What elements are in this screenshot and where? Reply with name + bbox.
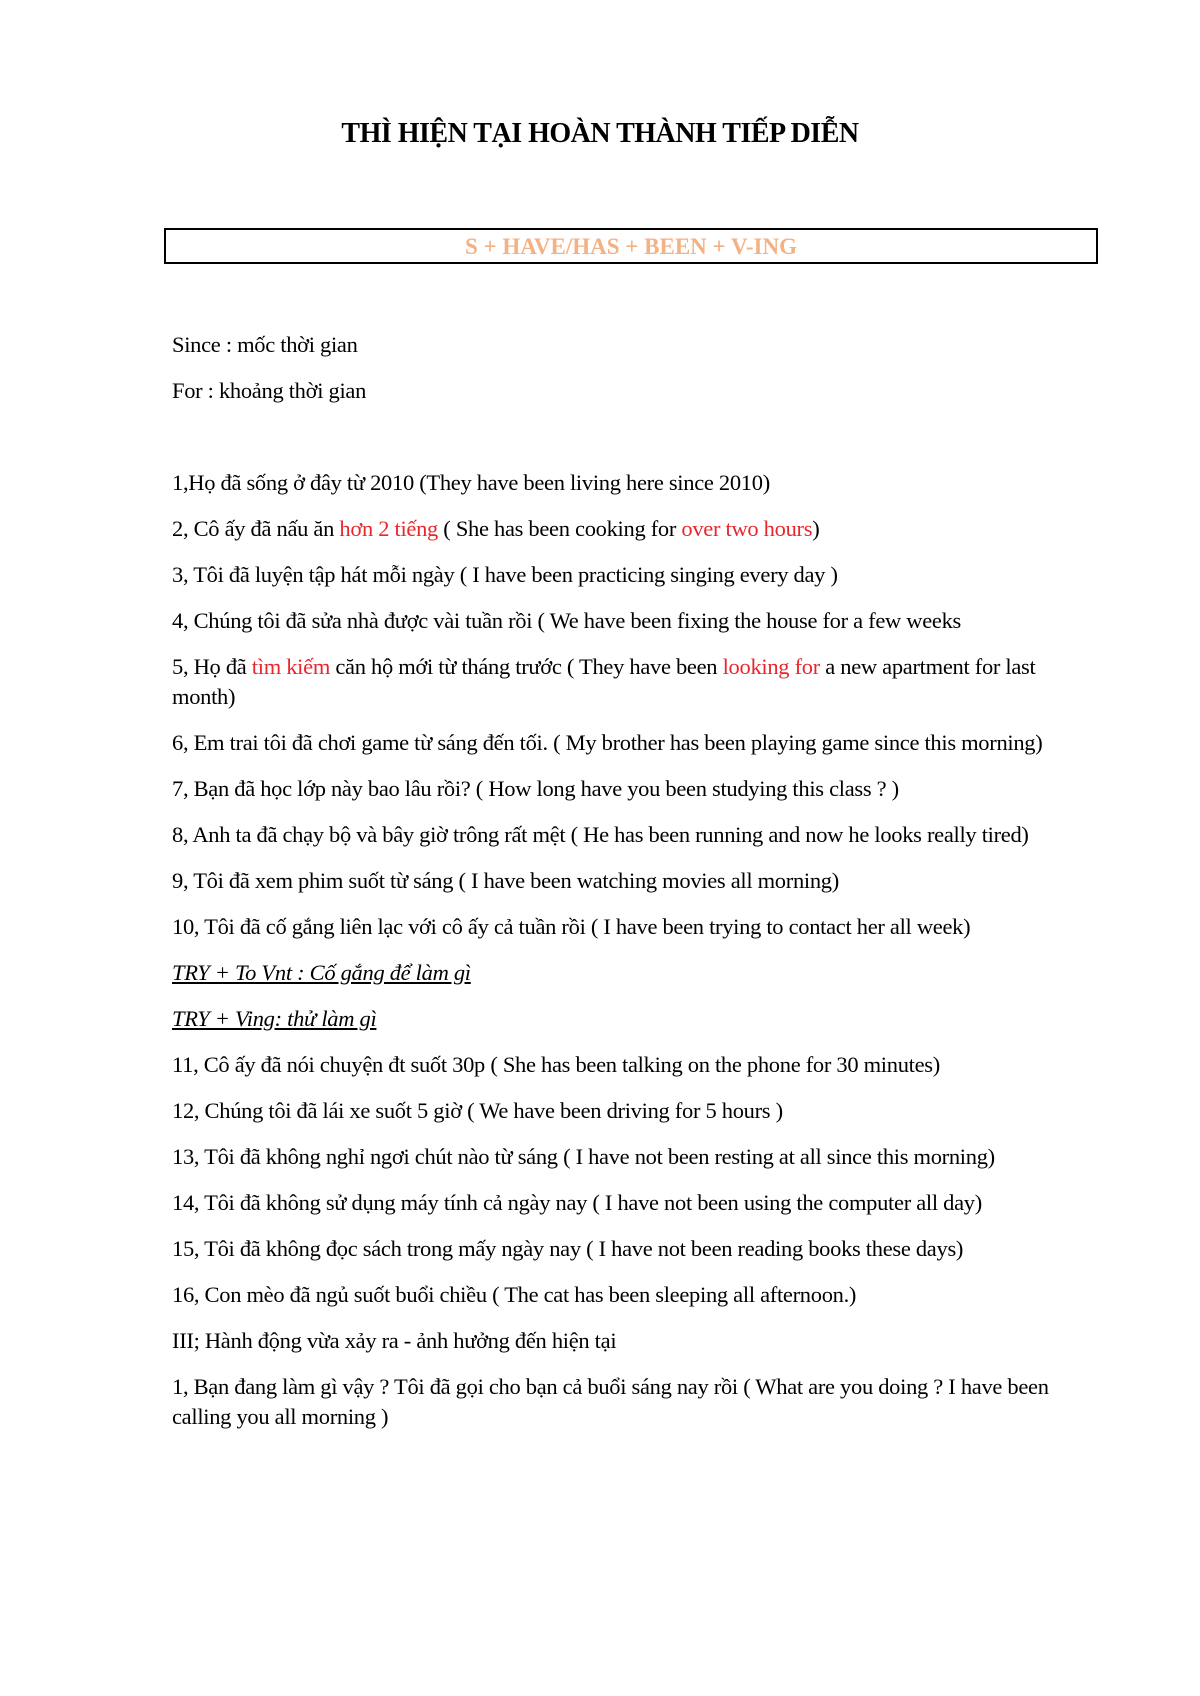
document-body [172,330,1082,1448]
grammar-note-try-to: TRY + To Vnt : Cố gắng để làm gì [172,960,471,985]
section3-example-1: 1, Bạn đang làm gì vậy ? Tôi đã gọi cho bạn cả buổi sáng nay rồi ( What are you doing ? I have been calling you all morning ) [172,1374,1049,1429]
highlighted-phrase: looking for [722,654,820,679]
example-sentence-2 [172,514,1082,544]
formula-text: S + HAVE/HAS + BEEN + V-ING [464,234,797,259]
example-sentence-8: 8, Anh ta đã chạy bộ và bây giờ trông rất mệt ( He has been running and now he looks really tired) [172,822,1029,847]
sentence-text: ) [812,516,820,541]
example-sentence-7: 7, Bạn đã học lớp này bao lâu rồi? ( How long have you been studying this class ? ) [172,776,899,801]
sentence-text: a new apartment for last month) [172,654,1036,709]
example-sentence-14: 14, Tôi đã không sử dụng máy tính cả ngày nay ( I have not been using the computer all day) [172,1190,982,1215]
example-sentence-1: 1,Họ đã sống ở đây từ 2010 (They have been living here since 2010) [172,470,770,495]
example-sentence-11: 11, Cô ấy đã nói chuyện đt suốt 30p ( She has been talking on the phone for 30 minutes) [172,1052,940,1077]
sentence-text: 2, Cô ấy đã nấu ăn [172,516,340,541]
example-sentence-9: 9, Tôi đã xem phim suốt từ sáng ( I have been watching movies all morning) [172,868,839,893]
example-sentence-4: 4, Chúng tôi đã sửa nhà được vài tuần rồi ( We have been fixing the house for a few weeks [172,608,962,633]
highlighted-phrase: hơn 2 tiếng [339,516,438,541]
example-sentence-13: 13, Tôi đã không nghỉ ngơi chút nào từ sáng ( I have not been resting at all since this morning) [172,1144,995,1169]
example-sentence-10: 10, Tôi đã cố gắng liên lạc với cô ấy cả tuần rồi ( I have been trying to contact her all week) [172,914,971,939]
for-definition: For : khoảng thời gian [172,378,367,403]
since-definition: Since : mốc thời gian [172,332,358,357]
example-sentence-6: 6, Em trai tôi đã chơi game từ sáng đến tối. ( My brother has been playing game since this morning) [172,730,1043,755]
sentence-text: 5, Họ đã [172,654,252,679]
formula-box [164,228,1098,264]
highlighted-phrase: tìm kiếm [251,654,331,679]
example-sentence-3: 3, Tôi đã luyện tập hát mỗi ngày ( I have been practicing singing every day ) [172,562,838,587]
example-sentence-12: 12, Chúng tôi đã lái xe suốt 5 giờ ( We have been driving for 5 hours ) [172,1098,783,1123]
page-title: THÌ HIỆN TẠI HOÀN THÀNH TIẾP DIỄN [341,118,859,149]
example-sentence-15: 15, Tôi đã không đọc sách trong mấy ngày nay ( I have not been reading books these days) [172,1236,964,1261]
example-sentence-16: 16, Con mèo đã ngủ suốt buổi chiều ( The cat has been sleeping all afternoon.) [172,1282,857,1307]
section-heading-3: III; Hành động vừa xảy ra - ảnh hưởng đến hiện tại [172,1328,617,1353]
sentence-text: ( She has been cooking for [437,516,682,541]
sentence-text: căn hộ mới từ tháng trước ( They have been [330,654,723,679]
grammar-note-try-ving: TRY + Ving: thử làm gì [172,1006,377,1031]
example-sentence-5 [172,652,1082,712]
highlighted-phrase: over two hours [681,516,813,541]
